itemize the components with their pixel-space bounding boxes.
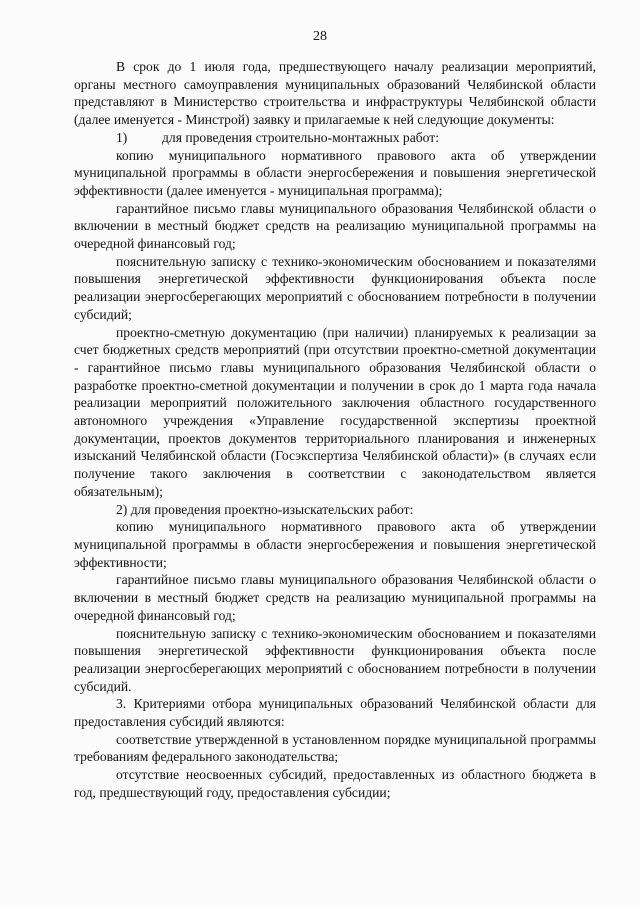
document-body bbox=[74, 58, 596, 802]
page-number: 28 bbox=[313, 29, 327, 44]
paragraph-survey-works-heading: 2) для проведения проектно-изыскательских работ: bbox=[116, 501, 414, 517]
paragraph-explanatory-note-2: пояснительную записку с технико-экономическим обоснованием и показателями повышения энергетической эффективности функционирования объекта после реализации энергосберегающих мероприятий с обоснованием потребности в получении субсидий. bbox=[74, 625, 596, 694]
paragraph-criterion-unused-subsidies: отсутствие неосвоенных субсидий, предоставленных из областного бюджета в год, предшествующий году, предоставления субсидии; bbox=[74, 767, 596, 800]
paragraph-criterion-compliance: соответствие утвержденной в установленном порядке муниципальной программы требованиям федерального законодательства; bbox=[74, 731, 596, 765]
list-item-number: 1) bbox=[116, 129, 128, 145]
paragraph-guarantee-letter-2: гарантийное письмо главы муниципального образования Челябинской области о включении в местный бюджет средств на реализацию муниципальной программы на очередной финансовый год; bbox=[74, 572, 596, 623]
paragraph-construction-works-heading bbox=[74, 129, 596, 147]
paragraph-selection-criteria: 3. Критериями отбора муниципальных образований Челябинской области для предоставления субсидий являются: bbox=[74, 696, 596, 730]
paragraph-guarantee-letter: гарантийное письмо главы муниципального образования Челябинской области о включении в местный бюджет средств на реализацию муниципальной программы на очередной финансовый год; bbox=[74, 200, 596, 252]
paragraph-explanatory-note: пояснительную записку с технико-экономическим обоснованием и показателями повышения энергетической эффективности функционирования объекта после реализации энергосберегающих мероприятий с обоснованием потребности в получении субсидий; bbox=[74, 253, 596, 322]
paragraph-program-act-copy: копию муниципального нормативного правового акта об утверждении муниципальной программы в области энергосбережения и повышения энергетической эффективности (далее именуется - муниципальная программа); bbox=[74, 147, 596, 198]
paragraph-program-act-copy-2: копию муниципального нормативного правового акта об утверждении муниципальной программы в области энергосбережения и повышения энергетической эффективности; bbox=[74, 519, 596, 570]
paragraph-application-deadline: В срок до 1 июля года, предшествующего началу реализации мероприятий, органы местного самоуправления муниципальных образований Челябинской области представляют в Министерство строительства и инфраструктуры Челябинской области (далее именуется - Минстрой) заявку и прилагаемые к ней следующие документы: bbox=[74, 59, 596, 128]
list-item-text: для проведения строительно-монтажных работ: bbox=[162, 129, 440, 145]
paragraph-design-estimate-docs: проектно-сметную документацию (при наличии) планируемых к реализации за счет бюджетных средств мероприятий (при отсутствии проектно-сметной документации - гарантийное письмо главы муниципального образования Челябинской области о разработке проектно-сметной документации и получении в срок до 1 марта года начала реализации мероприятий положительного заключения областного государственного автономного учреждения «Управление государственной экспертизы проектной документации, проектов документов территориального планирования и инженерных изысканий Челябинской области (Госэкспертиза Челябинской области)» (в случаях если получение такого заключения в соответствии с законодательством является обязательным); bbox=[74, 324, 596, 499]
